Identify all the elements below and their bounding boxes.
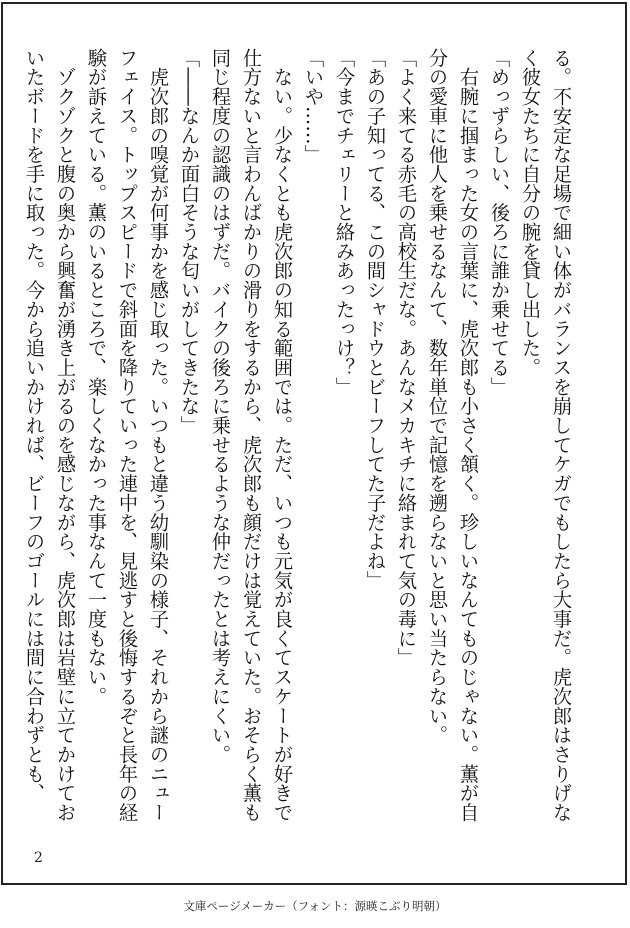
- paragraph: 「――なんか面白そうな匂いがしてきたな」: [178, 48, 201, 435]
- book-page: [1, 2, 627, 885]
- vertical-body-text: [23, 48, 577, 838]
- paragraph: 「めっずらしい、後ろに誰か乗せてる」: [488, 48, 511, 397]
- paragraph: 虎次郎の嗅覚が何事かを感じ取った。いつもと違う幼馴染の様子、それから謎のニューフェイス。トップスピードで斜面を降りていった連中を、見逃すと後悔するぞと長年の経験が訴えている。薫のいるところで、楽しくなかった事なんて一度もない。: [85, 48, 170, 822]
- paragraph: 「今までチェリーと絡みあったっけ？」: [333, 48, 356, 397]
- paragraph: 「よく来てる赤毛の高校生だな。あんなメカキチに絡まれて気の毒に」: [395, 48, 418, 668]
- paragraph: る。不安定な足場で細い体がバランスを崩してケガでもしたら大事だ。虎次郎はさりげなく彼女たちに自分の腕を貸し出した。: [519, 48, 573, 822]
- paragraph: 「いや……」: [302, 48, 325, 165]
- footer-caption: 文庫ページメーカー（フォント：源暎こぶり明朝）: [183, 899, 447, 913]
- paragraph: 「あの子知ってる、この間シャドウとビーフしてた子だよね」: [364, 48, 387, 590]
- paragraph: ない。少なくとも虎次郎の知る範囲では。ただ、いつも元気が良くてスケートが好きで仕方ないと言わんばかりの滑りをするから、虎次郎も顔だけは覚えていた。おそらく薫も同じ程度の認識のはずだ。バイクの後ろに乗せるような仲だったとは考えにくい。: [209, 48, 294, 822]
- page-number: 2: [34, 850, 43, 866]
- paragraph: ゾクゾクと腹の奥から興奮が湧き上がるのを感じながら、虎次郎は岩壁に立てかけておいたボードを手に取った。今から追いかければ、ビーフのゴールには間に合わずとも、: [23, 48, 77, 822]
- paragraph: 右腕に掴まった女の言葉に、虎次郎も小さく頷く。珍しいなんてものじゃない。薫が自分の愛車に他人を乗せるなんて、数年単位で記憶を遡らないと思い当たらない。: [426, 48, 480, 822]
